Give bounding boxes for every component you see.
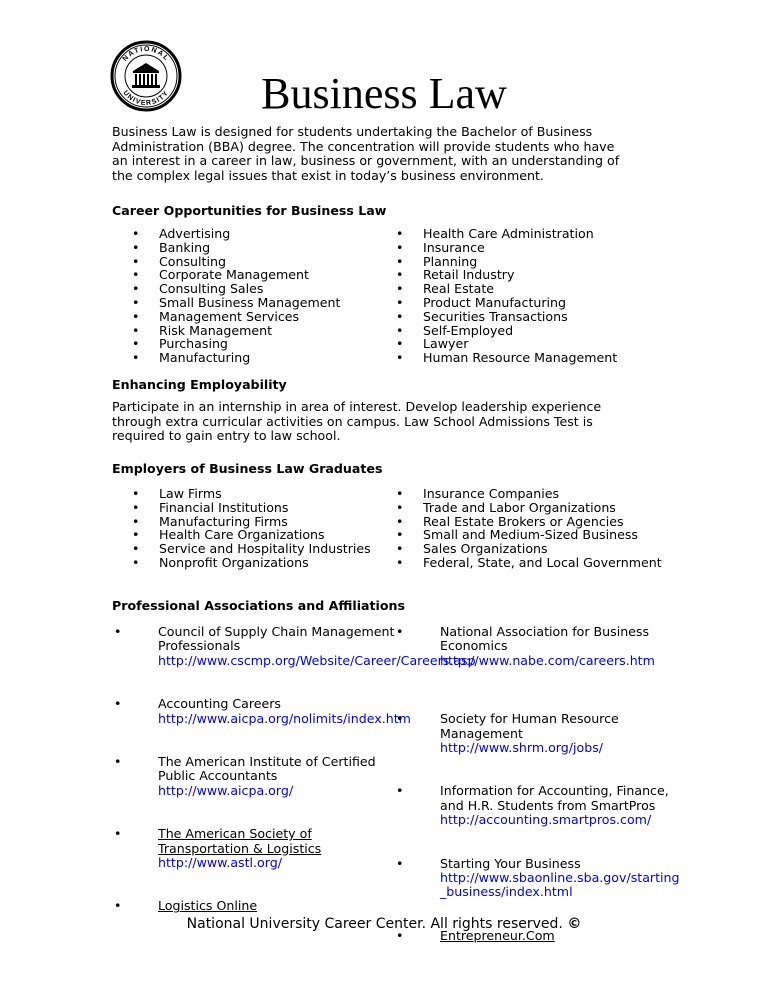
list-item: • Service and Hospitality Industries bbox=[132, 542, 371, 556]
list-item: • Lawyer bbox=[396, 337, 617, 351]
association-item bbox=[396, 784, 685, 827]
list-item: • Banking bbox=[132, 241, 340, 255]
association-item bbox=[114, 755, 398, 798]
association-item bbox=[114, 827, 398, 870]
association-link[interactable]: http://www.nabe.com/careers.htm bbox=[440, 652, 655, 668]
association-name: National Association for Business Economics bbox=[440, 624, 650, 654]
association-item bbox=[396, 625, 685, 668]
association-link[interactable]: http://www.shrm.org/jobs/ bbox=[440, 740, 603, 756]
employers-list-right bbox=[396, 487, 662, 570]
associations-list-right bbox=[396, 625, 685, 943]
association-name[interactable]: The American Society of Transportation & Logistics bbox=[158, 826, 322, 856]
list-item: • Health Care Organizations bbox=[132, 528, 371, 542]
employers-heading: Employers of Business Law Graduates bbox=[112, 461, 383, 476]
list-item: • Planning bbox=[396, 255, 617, 269]
list-item: • Sales Organizations bbox=[396, 542, 662, 556]
list-item: • Self-Employed bbox=[396, 324, 617, 338]
association-link[interactable]: http://www.aicpa.org/ bbox=[158, 782, 294, 798]
associations-heading: Professional Associations and Affiliations bbox=[112, 598, 405, 613]
list-item: • Risk Management bbox=[132, 324, 340, 338]
svg-text:NATIONAL: NATIONAL bbox=[121, 45, 171, 63]
list-item: • Consulting Sales bbox=[132, 282, 340, 296]
list-item: • Insurance Companies bbox=[396, 487, 662, 501]
association-link[interactable]: http://www.astl.org/ bbox=[158, 855, 282, 871]
list-item: • Manufacturing Firms bbox=[132, 515, 371, 529]
list-item: • Human Resource Management bbox=[396, 351, 617, 365]
list-item: • Real Estate bbox=[396, 282, 617, 296]
association-link[interactable]: http://accounting.smartpros.com/ bbox=[440, 812, 652, 828]
association-item bbox=[114, 624, 476, 668]
association-name: Starting Your Business bbox=[440, 855, 581, 871]
intro-paragraph: Business Law is designed for students undertaking the Bachelor of Business Administration (BBA) degree. The concentration will provide students who have an interest in a career in law, business or government, with an understanding of the complex legal issues that exist in today’s business environment. bbox=[112, 124, 620, 183]
employability-heading: Enhancing Employability bbox=[112, 377, 287, 392]
list-item: • Retail Industry bbox=[396, 268, 617, 282]
association-name: Accounting Careers bbox=[158, 696, 281, 712]
list-item: • Small and Medium-Sized Business bbox=[396, 528, 662, 542]
list-item: • Financial Institutions bbox=[132, 501, 371, 515]
footer-text: National University Career Center. All rights reserved. bbox=[186, 916, 563, 932]
association-item bbox=[114, 696, 411, 726]
employability-paragraph: Participate in an internship in area of interest. Develop leadership experience through extra curricular activities on campus. Law School Admissions Test is required to gain entry to law school. bbox=[112, 399, 602, 443]
association-link[interactable]: http://www.sbaonline.sba.gov/starting_business/index.html bbox=[440, 870, 680, 900]
list-item: • Small Business Management bbox=[132, 296, 340, 310]
list-item: • Law Firms bbox=[132, 487, 371, 501]
list-item: • Advertising bbox=[132, 227, 340, 241]
list-item: • Purchasing bbox=[132, 337, 340, 351]
svg-text:UNIVERSITY: UNIVERSITY bbox=[121, 89, 171, 108]
list-item: • Corporate Management bbox=[132, 268, 340, 282]
association-name: Information for Accounting, Finance, and H.R. Students from SmartPros bbox=[440, 783, 669, 813]
association-name: Society for Human Resource Management bbox=[440, 711, 619, 741]
association-item bbox=[396, 712, 685, 755]
employers-list-left bbox=[132, 487, 371, 570]
list-item: • Management Services bbox=[132, 310, 340, 324]
association-link[interactable]: http://www.aicpa.org/nolimits/index.htm bbox=[158, 710, 411, 726]
association-name[interactable]: Entrepreneur.Com bbox=[440, 927, 555, 943]
copyright-icon: © bbox=[567, 916, 582, 932]
list-item: • Insurance bbox=[396, 241, 617, 255]
careers-list-right bbox=[396, 227, 617, 365]
careers-list-left bbox=[132, 227, 340, 365]
association-item bbox=[396, 857, 685, 900]
list-item: • Securities Transactions bbox=[396, 310, 617, 324]
list-item: • Health Care Administration bbox=[396, 227, 617, 241]
list-item: • Consulting bbox=[132, 255, 340, 269]
page-title: Business Law bbox=[261, 69, 507, 118]
association-item bbox=[114, 899, 398, 913]
association-name: Council of Supply Chain Management Professionals bbox=[158, 624, 395, 654]
list-item: • Federal, State, and Local Government bbox=[396, 556, 662, 570]
footer bbox=[0, 916, 768, 932]
list-item: • Trade and Labor Organizations bbox=[396, 501, 662, 515]
careers-heading: Career Opportunities for Business Law bbox=[112, 203, 387, 218]
list-item: • Product Manufacturing bbox=[396, 296, 617, 310]
associations-list-left bbox=[114, 624, 476, 914]
association-link[interactable]: http://www.cscmp.org/Website/Career/Careers.asp bbox=[158, 652, 476, 668]
list-item: • Nonprofit Organizations bbox=[132, 556, 371, 570]
association-name: The American Institute of Certified Public Accountants bbox=[158, 754, 376, 784]
association-name[interactable]: Logistics Online bbox=[158, 898, 258, 914]
list-item: • Real Estate Brokers or Agencies bbox=[396, 515, 662, 529]
list-item: • Manufacturing bbox=[132, 351, 340, 365]
